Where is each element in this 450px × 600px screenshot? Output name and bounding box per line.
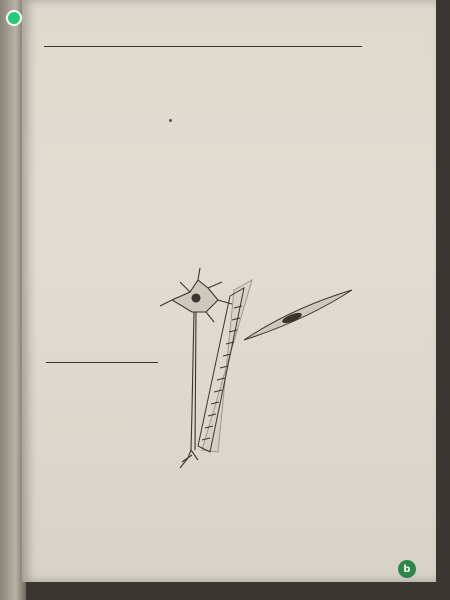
logo-circle-icon xyxy=(6,10,22,26)
cell-figure xyxy=(22,0,436,582)
watermark-logo-bottom xyxy=(398,560,419,578)
book-page xyxy=(22,0,436,582)
watermark-logo-top xyxy=(6,10,25,26)
bazar-logo-icon: b xyxy=(398,560,416,578)
smooth-muscle-cell-illustration xyxy=(244,290,352,340)
